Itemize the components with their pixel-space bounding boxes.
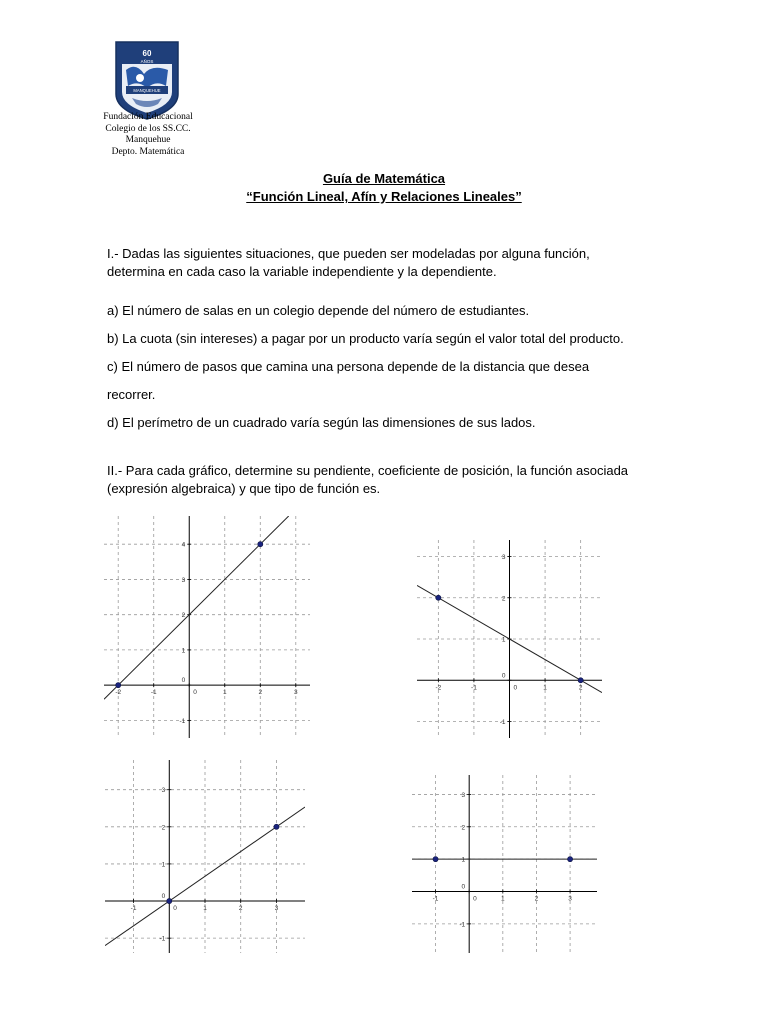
school-crest-icon [108,40,186,120]
y-tick-label: -1 [179,717,186,725]
item-c: c) El número de pasos que camina una persona depende de la distancia que desea [107,359,590,374]
data-point [274,824,279,829]
graph-3-svg [105,760,305,953]
y-tick-label: -1 [159,935,166,943]
x-tick-label: -2 [435,684,442,692]
institution-line: Colegio de los SS.CC. [105,123,191,134]
institution-line: Fundación Educacional [103,112,193,122]
data-point [116,683,121,688]
x-tick-label: 1 [203,905,207,913]
svg-text:60: 60 [142,49,152,58]
x-tick-label: 0 [193,689,197,697]
svg-text:AÑOS: AÑOS [140,59,154,64]
section2-intro-line: (expresión algebraica) y que tipo de función es. [107,481,381,496]
x-tick-label: -1 [432,895,439,903]
graph-1 [104,516,310,738]
data-point [433,857,438,862]
y-tick-label: 2 [161,824,166,832]
y-tick-label: 1 [501,636,506,644]
graph-2-svg [417,540,602,738]
page-title: Guía de Matemática [322,171,446,186]
y-tick-label: 0 [181,677,186,685]
item-c-continued: recorrer. [107,387,156,402]
y-tick-label: -1 [499,719,506,726]
data-point [167,898,172,903]
item-b: b) La cuota (sin intereses) a pagar por un producto varía según el valor total del producto. [107,331,624,346]
institution-line: Manquehue [125,135,171,145]
data-point [578,678,583,683]
item-a: a) El número de salas en un colegio depende del número de estudiantes. [107,303,530,318]
section1-intro-line: I.- Dadas las siguientes situaciones, que pueden ser modeladas por alguna función, [107,246,590,261]
y-tick-label: 1 [181,647,186,655]
section2-intro [107,462,687,498]
y-tick-label: 1 [161,861,166,869]
y-tick-label: 2 [461,824,466,832]
y-tick-label: 0 [161,893,166,901]
x-tick-label: -1 [471,684,477,692]
x-tick-label: 3 [568,895,572,903]
data-point [436,595,441,600]
x-tick-label: 1 [543,684,547,692]
section1-intro-line: determina en cada caso la variable independiente y la dependiente. [107,264,497,279]
y-tick-label: 3 [181,576,186,584]
y-tick-label: 3 [501,554,506,561]
x-tick-label: 3 [274,905,279,913]
data-point [258,542,263,547]
institution-block [84,112,212,158]
data-point [567,857,572,862]
item-d: d) El perímetro de un cuadrado varía según las dimensiones de sus lados. [107,415,536,430]
y-tick-label: -1 [459,921,466,929]
graph-1-svg [104,516,310,738]
institution-line: Depto. Matemática [111,146,185,157]
x-tick-label: 2 [238,905,243,913]
svg-text:MANQUEHUE: MANQUEHUE [133,88,161,93]
y-tick-label: 4 [181,541,186,549]
x-tick-label: -1 [150,689,157,697]
y-tick-label: 3 [461,791,466,799]
x-tick-label: 0 [173,905,177,913]
x-tick-label: 1 [501,895,505,903]
page-subtitle: “Función Lineal, Afín y Relaciones Lineales” [246,189,522,204]
y-tick-label: 1 [461,856,466,864]
section1-intro [107,245,667,281]
graph-4 [412,775,597,953]
x-tick-label: 1 [222,689,227,697]
x-tick-label: 0 [473,895,477,903]
x-tick-label: 2 [258,689,263,697]
x-tick-label: 3 [293,689,298,697]
y-tick-label: 3 [161,787,166,795]
x-tick-label: -2 [115,689,122,697]
graph-2 [417,540,602,738]
section2-intro-line: II.- Para cada gráfico, determine su pendiente, coeficiente de posición, la función asociada [107,463,629,478]
graph-3 [105,760,305,953]
x-tick-label: 0 [513,684,518,692]
y-tick-label: 0 [501,672,506,680]
y-tick-label: 2 [181,612,186,620]
graph-4-svg [412,775,597,953]
y-tick-label: 2 [501,595,506,603]
x-tick-label: -1 [130,905,137,913]
school-logo [108,40,186,120]
x-tick-label: 2 [578,684,583,692]
x-tick-label: 2 [534,895,539,903]
y-tick-label: 0 [461,883,466,891]
